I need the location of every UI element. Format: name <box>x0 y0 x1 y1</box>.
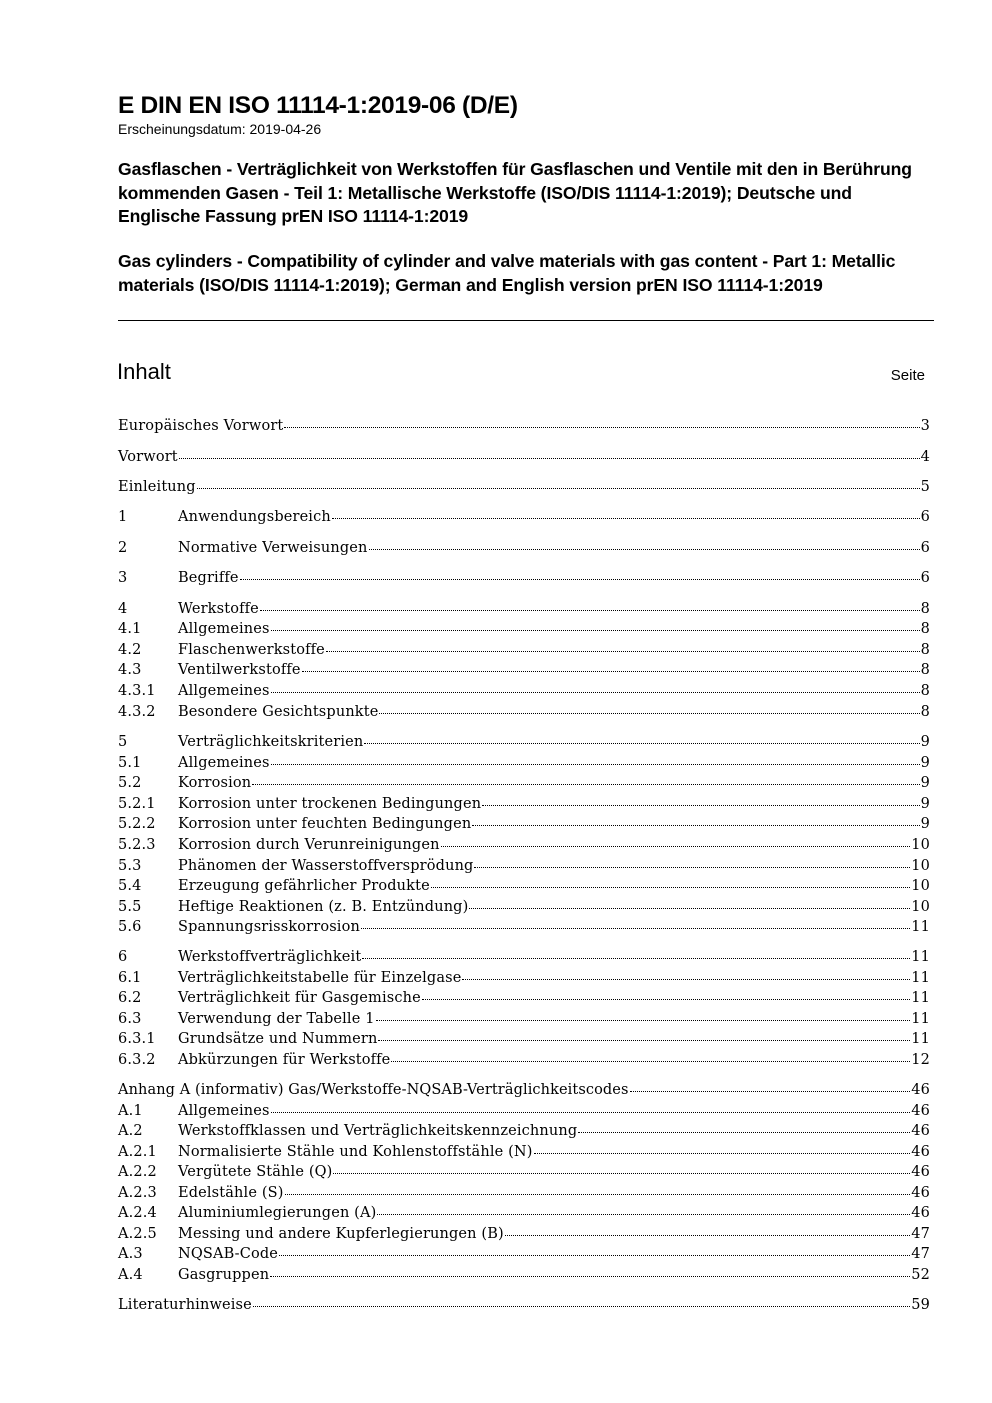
toc-entry-number: 5.3 <box>118 858 142 874</box>
toc-entry-title: Allgemeines <box>178 1103 270 1119</box>
toc-entry-title: Flaschenwerkstoffe <box>178 642 325 658</box>
german-title: Gasflaschen - Verträglichkeit von Werkstoffen für Gasflaschen und Ventile mit den in Berührung kommenden Gasen - Teil 1: Metallische Werkstoffe (ISO/DIS 11114-1:2019); Deutsche und Englische Fassung prEN ISO 11114-1:2019 <box>118 159 912 226</box>
toc-dot-leader <box>474 867 910 868</box>
toc-entry[interactable] <box>118 1029 930 1049</box>
toc-dot-leader <box>469 908 910 909</box>
toc-dot-leader <box>179 458 920 459</box>
toc-entry[interactable] <box>118 1183 930 1203</box>
toc-entry[interactable] <box>118 794 930 814</box>
toc-entry-number: 4.3.2 <box>118 704 156 720</box>
document-title: E DIN EN ISO 11114-1:2019-06 (D/E) <box>118 92 518 119</box>
toc-dot-leader <box>197 488 920 489</box>
toc-entry[interactable] <box>118 1295 930 1315</box>
toc-entry[interactable] <box>118 681 930 701</box>
toc-entry-title: Edelstähle (S) <box>178 1185 284 1201</box>
toc-entry-number: 5.2.2 <box>118 816 156 832</box>
toc-entry[interactable] <box>118 640 930 660</box>
toc-entry-title: Ventilwerkstoffe <box>178 662 301 678</box>
toc-entry-page: 46 <box>911 1123 930 1139</box>
toc-entry-number: A.2.1 <box>118 1144 157 1160</box>
toc-entry-page: 11 <box>911 919 930 935</box>
toc-entry[interactable] <box>118 835 930 855</box>
toc-dot-leader <box>270 1276 910 1277</box>
toc-entry-title: Besondere Gesichtspunkte <box>178 704 379 720</box>
toc-entry-title: Messing und andere Kupferlegierungen (B) <box>178 1226 504 1242</box>
toc-entry-number: A.1 <box>118 1103 143 1119</box>
toc-dot-leader <box>302 671 920 672</box>
toc-entry[interactable] <box>118 1009 930 1029</box>
toc-dot-leader <box>362 958 910 959</box>
toc-entry[interactable] <box>118 1101 930 1121</box>
toc-entry[interactable] <box>118 619 930 639</box>
toc-entry-number: A.2.5 <box>118 1226 157 1242</box>
toc-entry-number: 5.2.3 <box>118 837 156 853</box>
toc-entry-page: 46 <box>911 1082 930 1098</box>
toc-dot-leader <box>253 1306 910 1307</box>
toc-entry-title: Normalisierte Stähle und Kohlenstoffstähle (N) <box>178 1144 533 1160</box>
toc-entry[interactable] <box>118 876 930 896</box>
toc-dot-leader <box>441 846 911 847</box>
toc-entry-title: Korrosion unter trockenen Bedingungen <box>178 796 482 812</box>
toc-entry-page: 11 <box>911 949 930 965</box>
toc-dot-leader <box>271 1112 911 1113</box>
toc-dot-leader <box>376 1020 911 1021</box>
toc-entry-page: 46 <box>911 1144 930 1160</box>
toc-dot-leader <box>271 764 920 765</box>
toc-dot-leader <box>332 518 920 519</box>
toc-entry[interactable] <box>118 538 930 558</box>
toc-entry[interactable] <box>118 814 930 834</box>
toc-entry-page: 9 <box>920 755 930 771</box>
toc-entry-number: 4.1 <box>118 621 142 637</box>
toc-entry-number: 5.2.1 <box>118 796 156 812</box>
toc-entry-title: Europäisches Vorwort <box>118 418 284 434</box>
toc-entry-page: 9 <box>920 796 930 812</box>
toc-entry-title: Anwendungsbereich <box>178 509 331 525</box>
toc-entry-page: 8 <box>920 683 930 699</box>
toc-entry-title: Spannungsrisskorrosion <box>178 919 360 935</box>
toc-entry-number: 3 <box>118 570 128 586</box>
toc-entry-page: 46 <box>911 1205 930 1221</box>
toc-entry-number: 6.3.1 <box>118 1031 156 1047</box>
toc-entry-title: Allgemeines <box>178 683 270 699</box>
toc-entry[interactable] <box>118 968 930 988</box>
toc-dot-leader <box>364 743 919 744</box>
toc-entry-title: Literaturhinweise <box>118 1297 252 1313</box>
toc-entry-page: 8 <box>920 601 930 617</box>
toc-entry-page: 8 <box>920 662 930 678</box>
toc-entry-number: 6.1 <box>118 970 142 986</box>
toc-entry-page: 47 <box>911 1246 930 1262</box>
toc-entry-title: Werkstoffklassen und Verträglichkeitskennzeichnung <box>178 1123 578 1139</box>
toc-entry[interactable] <box>118 702 930 722</box>
toc-entry-number: A.2.3 <box>118 1185 157 1201</box>
toc-entry-page: 8 <box>920 642 930 658</box>
toc-entry-number: A.2.2 <box>118 1164 157 1180</box>
toc-entry-number: 5.2 <box>118 775 142 791</box>
toc-entry-page: 10 <box>911 858 930 874</box>
toc-entry-title: Korrosion unter feuchten Bedingungen <box>178 816 472 832</box>
toc-entry-title: Korrosion <box>178 775 252 791</box>
toc-entry-page: 9 <box>920 734 930 750</box>
toc-entry[interactable] <box>118 416 930 436</box>
toc-entry[interactable] <box>118 988 930 1008</box>
toc-entry-number: 4.2 <box>118 642 142 658</box>
toc-entry-title: Allgemeines <box>178 621 270 637</box>
toc-entry-number: 5.6 <box>118 919 142 935</box>
toc-entry-title: Grundsätze und Nummern <box>178 1031 378 1047</box>
toc-entry-page: 10 <box>911 899 930 915</box>
toc-entry-page: 9 <box>920 816 930 832</box>
toc-entry[interactable] <box>118 507 930 527</box>
toc-entry-title: Verträglichkeit für Gasgemische <box>178 990 421 1006</box>
toc-entry[interactable] <box>118 1244 930 1264</box>
toc-entry-number: 4.3 <box>118 662 142 678</box>
toc-dot-leader <box>285 1194 911 1195</box>
toc-entry-page: 10 <box>911 837 930 853</box>
toc-dot-leader <box>422 999 910 1000</box>
toc-entry-number: A.2 <box>118 1123 143 1139</box>
page-column-label: Seite <box>890 367 925 384</box>
toc-entry-title: Heftige Reaktionen (z. B. Entzündung) <box>178 899 469 915</box>
toc-entry-page: 9 <box>920 775 930 791</box>
toc-dot-leader <box>326 651 920 652</box>
toc-entry[interactable] <box>118 897 930 917</box>
toc-entry[interactable] <box>118 660 930 680</box>
toc-entry-title: Aluminiumlegierungen (A) <box>178 1205 377 1221</box>
toc-entry-number: 6.2 <box>118 990 142 1006</box>
toc-entry[interactable] <box>118 1162 930 1182</box>
toc-entry-title: Begriffe <box>178 570 239 586</box>
toc-entry[interactable] <box>118 917 930 937</box>
toc-entry-number: A.2.4 <box>118 1205 157 1221</box>
toc-entry-number: A.4 <box>118 1267 143 1283</box>
toc-dot-leader <box>284 427 919 428</box>
toc-entry-title: Allgemeines <box>178 755 270 771</box>
toc-entry-page: 8 <box>920 621 930 637</box>
toc-entry-page: 59 <box>911 1297 930 1313</box>
toc-entry-page: 11 <box>911 990 930 1006</box>
toc-entry-page: 4 <box>920 449 930 465</box>
toc-dot-leader <box>578 1132 910 1133</box>
toc-entry-page: 8 <box>920 704 930 720</box>
toc-dot-leader <box>534 1153 911 1154</box>
toc-entry[interactable] <box>118 599 930 619</box>
toc-entry-page: 6 <box>920 570 930 586</box>
toc-entry[interactable] <box>118 773 930 793</box>
toc-entry-page: 12 <box>911 1052 930 1068</box>
english-title: Gas cylinders - Compatibility of cylinder and valve materials with gas content - Part 1: Metallic materials (ISO/DIS 11114-1:2019); German and English version prEN ISO 11114-1:2019 <box>118 251 896 295</box>
toc-entry-page: 3 <box>920 418 930 434</box>
toc-entry-page: 5 <box>920 479 930 495</box>
toc-dot-leader <box>271 630 920 631</box>
toc-entry-title: Werkstoffverträglichkeit <box>178 949 362 965</box>
toc-dot-leader <box>462 979 910 980</box>
toc-entry-page: 46 <box>911 1164 930 1180</box>
toc-entry-number: 6 <box>118 949 128 965</box>
toc-entry[interactable] <box>118 732 930 752</box>
toc-entry-page: 11 <box>911 970 930 986</box>
toc-entry-page: 52 <box>911 1267 930 1283</box>
toc-entry-number: 5.1 <box>118 755 142 771</box>
toc-entry-number: 5.5 <box>118 899 142 915</box>
toc-entry-title: Korrosion durch Verunreinigungen <box>178 837 440 853</box>
toc-entry-page: 11 <box>911 1011 930 1027</box>
toc-entry[interactable] <box>118 1224 930 1244</box>
toc-entry-title: Verträglichkeitskriterien <box>178 734 364 750</box>
toc-entry[interactable] <box>118 753 930 773</box>
toc-entry-title: Vorwort <box>118 449 178 465</box>
title-divider <box>118 320 934 321</box>
toc-entry[interactable] <box>118 856 930 876</box>
toc-dot-leader <box>505 1235 910 1236</box>
toc-entry-page: 11 <box>911 1031 930 1047</box>
toc-dot-leader <box>377 1214 910 1215</box>
toc-entry[interactable] <box>118 1203 930 1223</box>
toc-dot-leader <box>391 1061 910 1062</box>
toc-dot-leader <box>279 1255 910 1256</box>
toc-entry-title: Erzeugung gefährlicher Produkte <box>178 878 430 894</box>
toc-dot-leader <box>260 610 920 611</box>
toc-entry[interactable] <box>118 1121 930 1141</box>
toc-entry-number: 4.3.1 <box>118 683 156 699</box>
toc-dot-leader <box>482 805 919 806</box>
toc-dot-leader <box>379 713 919 714</box>
toc-entry[interactable] <box>118 947 930 967</box>
toc-entry-number: 5.4 <box>118 878 142 894</box>
toc-entry[interactable] <box>118 477 930 497</box>
toc-entry-title: Anhang A (informativ) Gas/Werkstoffe-NQSAB-Verträglichkeitscodes <box>118 1082 629 1098</box>
toc-dot-leader <box>472 825 919 826</box>
toc-heading: Inhalt <box>117 359 171 384</box>
toc-dot-leader <box>361 928 910 929</box>
publication-date: Erscheinungsdatum: 2019-04-26 <box>118 121 322 137</box>
toc-entry-title: Gasgruppen <box>178 1267 270 1283</box>
toc-entry-title: Vergütete Stähle (Q) <box>178 1164 333 1180</box>
toc-entry-title: Verwendung der Tabelle 1 <box>178 1011 375 1027</box>
toc-entry-page: 46 <box>911 1185 930 1201</box>
toc-entry[interactable] <box>118 568 930 588</box>
toc-dot-leader <box>431 887 910 888</box>
toc-dot-leader <box>369 549 920 550</box>
toc-entry[interactable] <box>118 1265 930 1285</box>
toc-entry-number: 6.3 <box>118 1011 142 1027</box>
toc-dot-leader <box>271 692 920 693</box>
toc-entry[interactable] <box>118 1142 930 1162</box>
toc-entry-title: Normative Verweisungen <box>178 540 368 556</box>
toc-entry-page: 6 <box>920 540 930 556</box>
toc-entry-number: 6.3.2 <box>118 1052 156 1068</box>
toc-entry-title: Einleitung <box>118 479 196 495</box>
toc-entry-page: 47 <box>911 1226 930 1242</box>
toc-dot-leader <box>240 579 920 580</box>
toc-entry-title: Werkstoffe <box>178 601 259 617</box>
toc-entry[interactable] <box>118 447 930 467</box>
toc-entry-title: Verträglichkeitstabelle für Einzelgase <box>178 970 462 986</box>
toc-dot-leader <box>252 784 919 785</box>
toc-entry-page: 6 <box>920 509 930 525</box>
toc-entry-title: Phänomen der Wasserstoffversprödung <box>178 858 474 874</box>
toc-dot-leader <box>333 1173 910 1174</box>
toc-entry-number: 1 <box>118 509 128 525</box>
toc-entry-number: 4 <box>118 601 128 617</box>
toc-entry-title: NQSAB-Code <box>178 1246 278 1262</box>
toc-entry-number: A.3 <box>118 1246 143 1262</box>
toc-entry[interactable] <box>118 1080 930 1100</box>
toc-entry-number: 5 <box>118 734 128 750</box>
toc-entry-page: 46 <box>911 1103 930 1119</box>
toc-entry-title: Abkürzungen für Werkstoffe <box>178 1052 391 1068</box>
toc-entry[interactable] <box>118 1050 930 1070</box>
toc-dot-leader <box>378 1040 910 1041</box>
toc-entry-number: 2 <box>118 540 128 556</box>
toc-dot-leader <box>630 1091 911 1092</box>
toc-entry-page: 10 <box>911 878 930 894</box>
